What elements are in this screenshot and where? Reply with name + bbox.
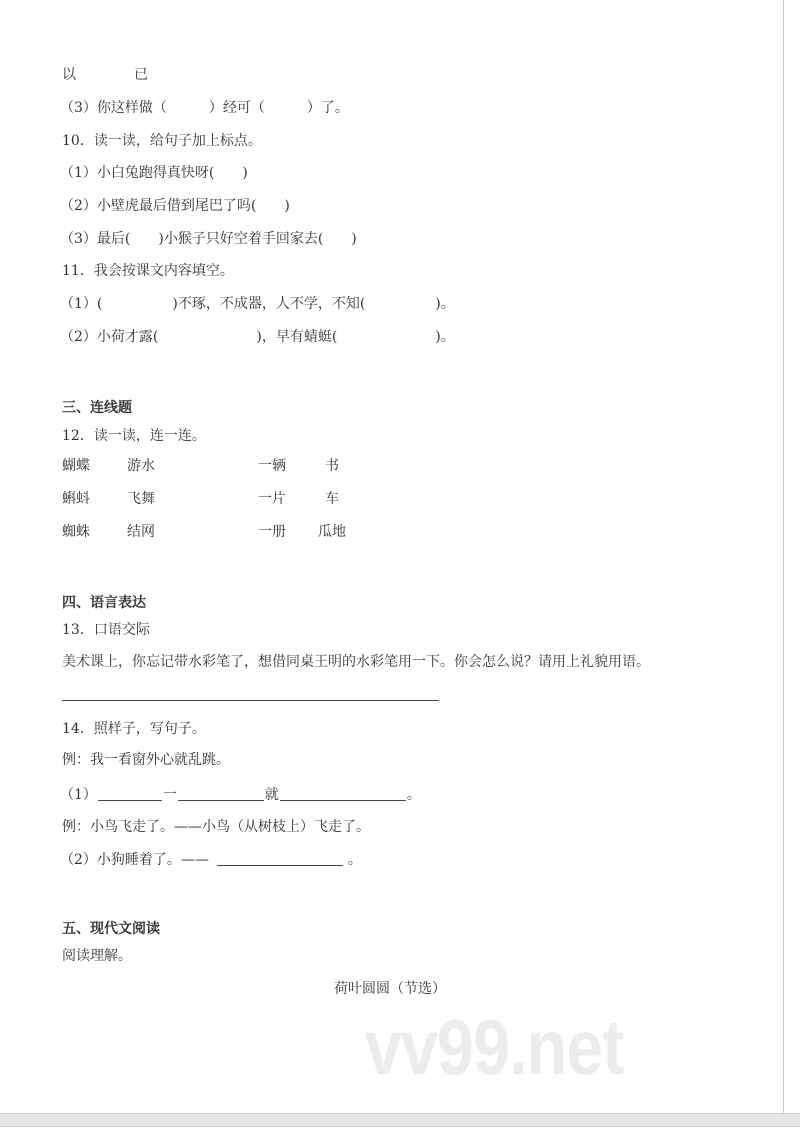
q14-example-1: 例：我一看窗外心就乱跳。 [62,752,230,768]
q11-item: （2）小荷才露( )，早有蜻蜓( )。 [60,329,455,345]
answer-blank[interactable] [280,800,406,801]
answer-line[interactable] [62,700,439,701]
q10-item: （2）小壁虎最后借到尾巴了吗( ) [60,198,290,214]
q11-item: （1）( )不琢，不成器，人不学，不知( )。 [60,296,455,312]
q10-title: 10．读一读，给句子加上标点。 [62,133,262,149]
match-item: 蝴蝶 [62,458,90,474]
answer-blank[interactable] [98,800,162,801]
page-edge [783,0,784,1113]
match-item: 蜘蛛 [62,524,90,540]
q14-item-1-text: 一 [162,787,177,803]
reading-intro: 阅读理解。 [62,948,132,964]
q14-item-1-label: （1） [60,787,97,803]
match-item: 一辆 [258,458,286,474]
q9-fragment: 以 [62,67,76,83]
match-item: 蝌蚪 [62,491,90,507]
q14-item-2-text: 。 [347,852,362,868]
match-item: 结网 [127,524,155,540]
q9-item-3: （3）你这样做（ ）经可（ ）了。 [60,100,349,116]
q13-title: 13．口语交际 [62,622,150,638]
q11-title: 11．我会按课文内容填空。 [62,263,234,279]
q12-title: 12．读一读，连一连。 [62,428,206,444]
q14-item-1 [60,786,421,804]
section-3-heading: 三、连线题 [62,400,132,416]
match-item: 一册 [258,524,286,540]
q10-item: （1）小白兔跑得真快呀( ) [60,165,248,181]
q14-item-1-text: 就 [264,787,279,803]
q13-text: 美术课上，你忘记带水彩笔了，想借同桌王明的水彩笔用一下。你会怎么说？请用上礼貌用语。 [62,654,650,670]
match-item: 瓜地 [318,524,346,540]
answer-blank[interactable] [217,865,343,866]
answer-blank[interactable] [178,800,264,801]
passage-title: 荷叶圆圆（节选） [334,981,446,997]
match-item: 飞舞 [127,491,155,507]
q14-item-1-text: 。 [406,787,421,803]
watermark: vv99.net [365,1003,624,1091]
match-item: 一片 [258,491,286,507]
q14-example-2: 例：小鸟飞走了。——小鸟（从树枝上）飞走了。 [62,819,370,835]
q14-item-2 [60,851,362,869]
section-5-heading: 五、现代文阅读 [62,921,160,937]
match-item: 游水 [127,458,155,474]
q14-item-2-text: （2）小狗睡着了。—— [60,852,209,868]
match-item: 车 [325,491,339,507]
q9-fragment: 已 [134,67,148,83]
section-4-heading: 四、语言表达 [62,595,146,611]
page-separator [0,1113,800,1127]
match-item: 书 [325,458,339,474]
q14-title: 14．照样子，写句子。 [62,721,206,737]
q10-item: （3）最后( )小猴子只好空着手回家去( ) [60,231,357,247]
